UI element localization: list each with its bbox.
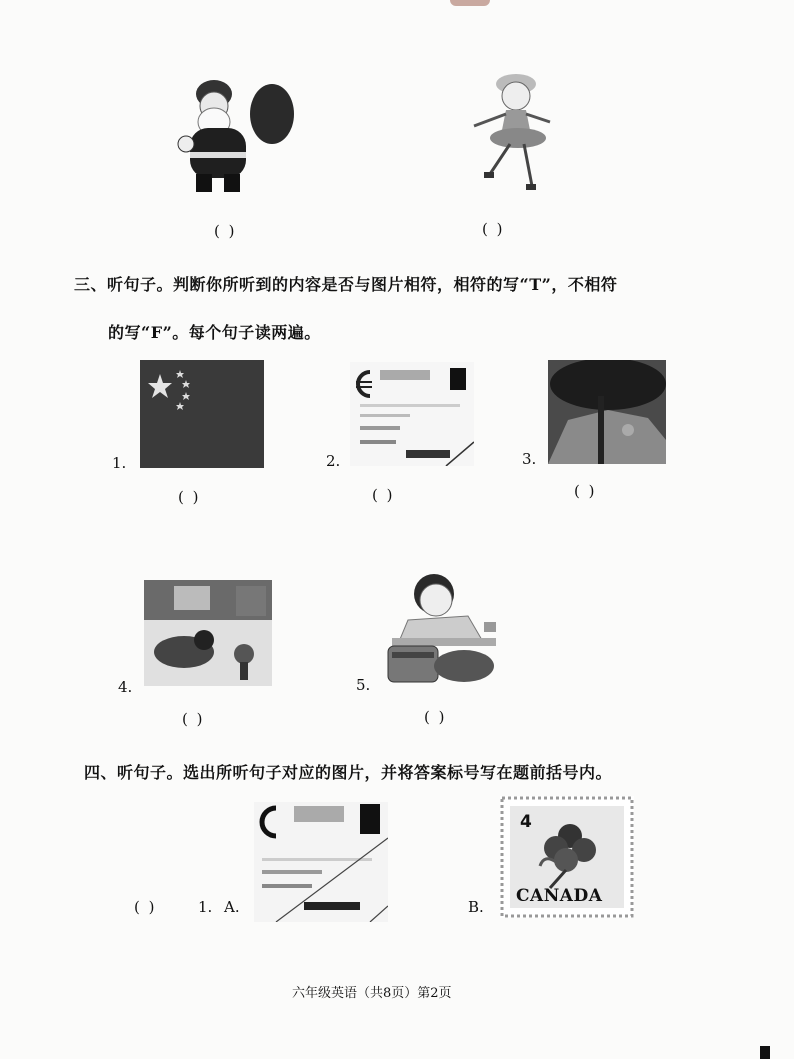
item-2-number: 2. xyxy=(326,452,341,470)
item-1-answer-paren[interactable]: ( ) xyxy=(178,488,201,506)
item-2-answer-paren[interactable]: ( ) xyxy=(372,486,395,504)
item-5-answer-paren[interactable]: ( ) xyxy=(424,708,447,726)
dancer-answer-paren[interactable]: ( ) xyxy=(482,220,505,238)
section3-heading-line2: 的写“F”。每个句子读两遍。 xyxy=(108,323,321,342)
santa-answer-paren[interactable]: ( ) xyxy=(214,222,237,240)
top-smudge xyxy=(450,0,490,6)
canada-stamp-image xyxy=(500,796,634,918)
option-a-label: A. xyxy=(224,898,240,916)
item-5-number: 5. xyxy=(356,676,371,694)
option-b-label: B. xyxy=(468,898,484,916)
stamp-value: 4 xyxy=(520,812,532,832)
item-3-answer-paren[interactable]: ( ) xyxy=(574,482,597,500)
question-1-answer-paren[interactable]: ( ) xyxy=(134,898,157,916)
page-footer: 六年级英语（共8页）第2页 xyxy=(292,986,452,1001)
section3-heading-line1: 三、听句子。判断你所听到的内容是否与图片相符，相符的写“T”，不相符 xyxy=(74,275,618,294)
item-4-answer-paren[interactable]: ( ) xyxy=(182,710,205,728)
santa-claus-image xyxy=(176,74,298,198)
item-3-number: 3. xyxy=(522,450,537,468)
ballet-dancer-image xyxy=(466,70,558,196)
item-4-number: 4. xyxy=(118,678,133,696)
option-a-document-image xyxy=(254,802,388,922)
item-1-number: 1. xyxy=(112,454,127,472)
question-1-number: 1. xyxy=(198,898,213,916)
section4-heading: 四、听句子。选出所听句子对应的图片，并将答案标号写在题前括号内。 xyxy=(84,763,613,782)
boy-packing-bag-image xyxy=(378,560,500,688)
rock-tree-image xyxy=(548,360,666,464)
chinese-flag-image xyxy=(140,360,264,468)
lion-dance-image xyxy=(144,580,272,686)
corner-scan-mark xyxy=(760,1046,770,1059)
euro-document-image xyxy=(350,362,474,466)
stamp-country: CANADA xyxy=(516,886,603,906)
